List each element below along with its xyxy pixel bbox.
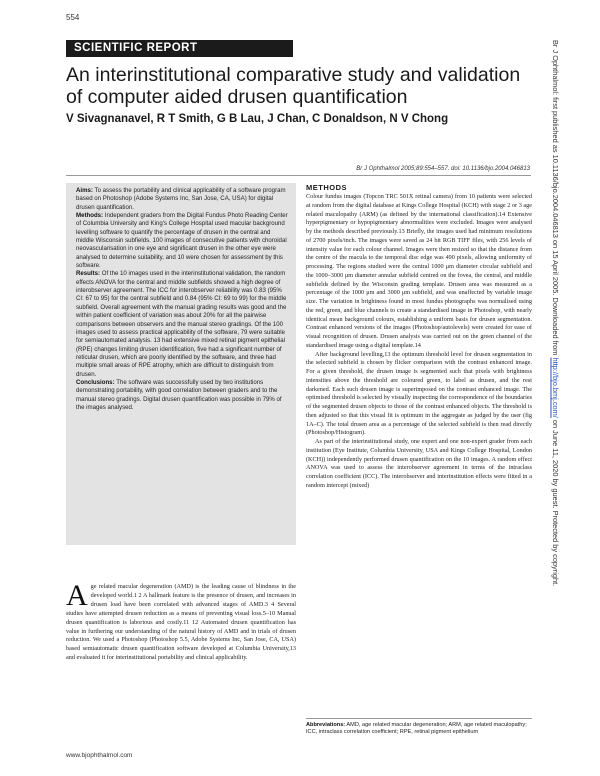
article-title: An interinstitutional comparative study and validation of computer aided drusen quantification — [66, 64, 521, 108]
introduction — [66, 579, 296, 663]
footer-url[interactable]: www.bjophthalmol.com — [66, 752, 133, 759]
methods-label: Methods: — [76, 212, 104, 220]
abstract-methods — [76, 212, 288, 270]
citation-line: Br J Ophthalmol 2005;89:554–557. doi: 10.1136/bjo.2004.046813 — [356, 166, 530, 172]
abbreviations-divider — [306, 718, 532, 719]
abstract-conclusions — [76, 379, 288, 412]
drop-cap: A — [66, 579, 88, 612]
methods-paragraph: As part of the interinstitutional study, one expert and one non-expert grader from each institution (Eye Institute, Columbia University, USA and Kings College Hospital, London (KCH)) independently performed drusen quantification on the 10 images. A random effect ANOVA was used to assess the interobserver agreement in terms of the intraclass correlation coefficient (ICC). The interobserver and interinstitution effects were fitted in a random intercept (mixed) — [306, 438, 532, 489]
abbreviations — [306, 722, 532, 737]
abstract-box — [66, 183, 296, 545]
journal-link[interactable]: http://bjo.bmj.com/ — [551, 357, 560, 418]
intro-text: ge related macular degeneration (AMD) is the leading cause of blindness in the developed world.1 2 A hallmark feature is the presence of drusen, and increases in drusen load have been correlated with advanced stages of AMD.3 4 Several studies have attempted drusen reduction as a means of preventing visual loss.5–10 Manual drusen quantification is laborious and costly.11 12 Automated drusen quantification has value in furthering our understanding of the natural history of AMD and in trials of drusen reduction. We used a Photoshop (Photoshop 5.5, Adobe Systems Inc, San Jose, CA, USA) based semiautomatic drusen quantification software developed at Columbia University,13 and evaluated it for interinstitutional portability and clinical applicability. — [66, 583, 296, 662]
abstract-results — [76, 270, 288, 378]
aims-label: Aims: — [76, 187, 93, 194]
abbreviations-label: Abbreviations: — [306, 722, 346, 728]
methods-text: Independent graders from the Digital Fundus Photo Reading Center of Columbia University and King's College Hospital used macular background levelling software to quantify the percentage of drusen in the central and middle Wisconsin subfields. 100 images of consecutive patients with choroidal neovascularisation in one eye and significant drusen in the other eye were analysed to determine suitability, and 10 were chosen for assessment by this software. — [76, 212, 288, 270]
methods-paragraph: After background levelling,13 the optimum threshold level for drusen segmentation in the selected subfield is chosen by flicker comparison with the contrast enhanced image. For a given threshold, the drusen image is segmented such that pixels with brightness intensities above the threshold are coloured green, to label as drusen, and the rest darkened. Each such drusen image is superimposed on the contrast enhanced image. The optimised threshold is selected by visually inspecting the correspondence of the boundaries of the segmented drusen objects to those of the contrast enhanced objects. The threshold is then adjusted so that this visual fit is optimum in the aggregate as judged by the user (fig 1A–C). The total drusen area as a percentage of the selected subfield is then read directly (Photoshop/Histogram). — [306, 350, 532, 437]
aims-text: To assess the portability and clinical applicability of a software program based on Photoshop (Adobe Systems Inc, San Jose, CA, USA) for digital drusen quantification. — [76, 187, 286, 211]
conclusions-label: Conclusions: — [76, 378, 115, 386]
banner-prefix: Br J Ophthalmol: first published as 10.1136/bjo.2004.046813 on 15 April 2005. Downloaded from — [551, 40, 560, 358]
abbreviations-text: AMD, age related macular degeneration; ARM, age related maculopathy; ICC, intraclass correlation coefficient; RPE, retinal pigment epithelium — [306, 722, 527, 736]
header-divider — [66, 175, 531, 176]
banner-suffix: on June 11, 2020 by guest. Protected by copyright. — [551, 417, 560, 587]
author-list: V Sivagnanavel, R T Smith, G B Lau, J Chan, C Donaldson, N V Chong — [66, 113, 449, 125]
page-number: 554 — [66, 13, 80, 22]
results-label: Results: — [76, 270, 101, 278]
section-label: SCIENTIFIC REPORT — [66, 40, 293, 57]
side-download-banner — [549, 40, 561, 760]
methods-body — [306, 193, 532, 491]
abstract-aims — [76, 187, 288, 212]
conclusions-text: The software was successfully used by two institutions demonstrating portability, with good correlation between graders and to the manual stereo gradings. Digital drusen quantification was possible in 79% of the images analysed. — [76, 378, 282, 411]
methods-heading: METHODS — [306, 183, 347, 192]
results-text: Of the 10 images used in the interinstitutional validation, the random effects ANOVA for the central and middle subfields showed a high degree of interobserver agreement. The ICC for interobserver reliability was 0.83 (95% CI: 67 to 95) for the central subfield and 0.84 (95% CI: 69 to 99) for the middle subfield. Overall agreement with the manual grading results was good and the within patient coefficient of variation was about 20% for all the pairwise comparisons between observers and the manual stereo gradings. Of the 100 images used to assess practical applicability of the software, 79 were suitable for semiautomated analysis. 13 had extensive mixed retinal pigment epithelial (RPE) changes limiting drusen identification, five had a significant number of reticular drusen, which are poorly identified by the software, and three had multiple small areas of RPE atrophy, which are difficult to distinguish from drusen. — [76, 270, 287, 378]
methods-paragraph: Colour fundus images (Topcon TRC 501X retinal camera) from 10 patients were selected at random from the digital database at Kings College Hospital (KCH) with stage 2 or 3 age related maculopathy (ARM) (as defined by the international classification).14 Extensive hyperpigmentary or hypopigmentary abnormalities were excluded. Images were analysed by the methods described previously.13 Briefly, the images used had minimum resolutions of 2700 pixels/inch. The images were saved as 24 bit RGB TIFF files, with 256 levels of intensity value for each colour channel. Images were then resized so that the distance from the centre of the macula to the temporal disc edge was 490 pixels, allowing uniformity of processing. The regions studied were the central 1000 μm diameter circular subfield and the 1000–3000 μm diameter annular subfield centred on the fovea, the central, and middle subfields defined by the Wisconsin grading template. Drusen area was measured as a percentage of the 1000 μm and 3000 μm subfield, and was unaffected by variable image size. The variation in brightness found in most fundus photographs was normalised using the red, green, and blue channels to create a standardised image in Photoshop, with nearly identical mean background colours, establishing a uniform basis for drusen segmentation. Contrast enhanced versions of the images (Photoshop/autolevels) were created for ease of visual recognition of drusen. Drusen analysis was carried out on the green channel of the standardised image using a digital template.14 — [306, 193, 532, 349]
